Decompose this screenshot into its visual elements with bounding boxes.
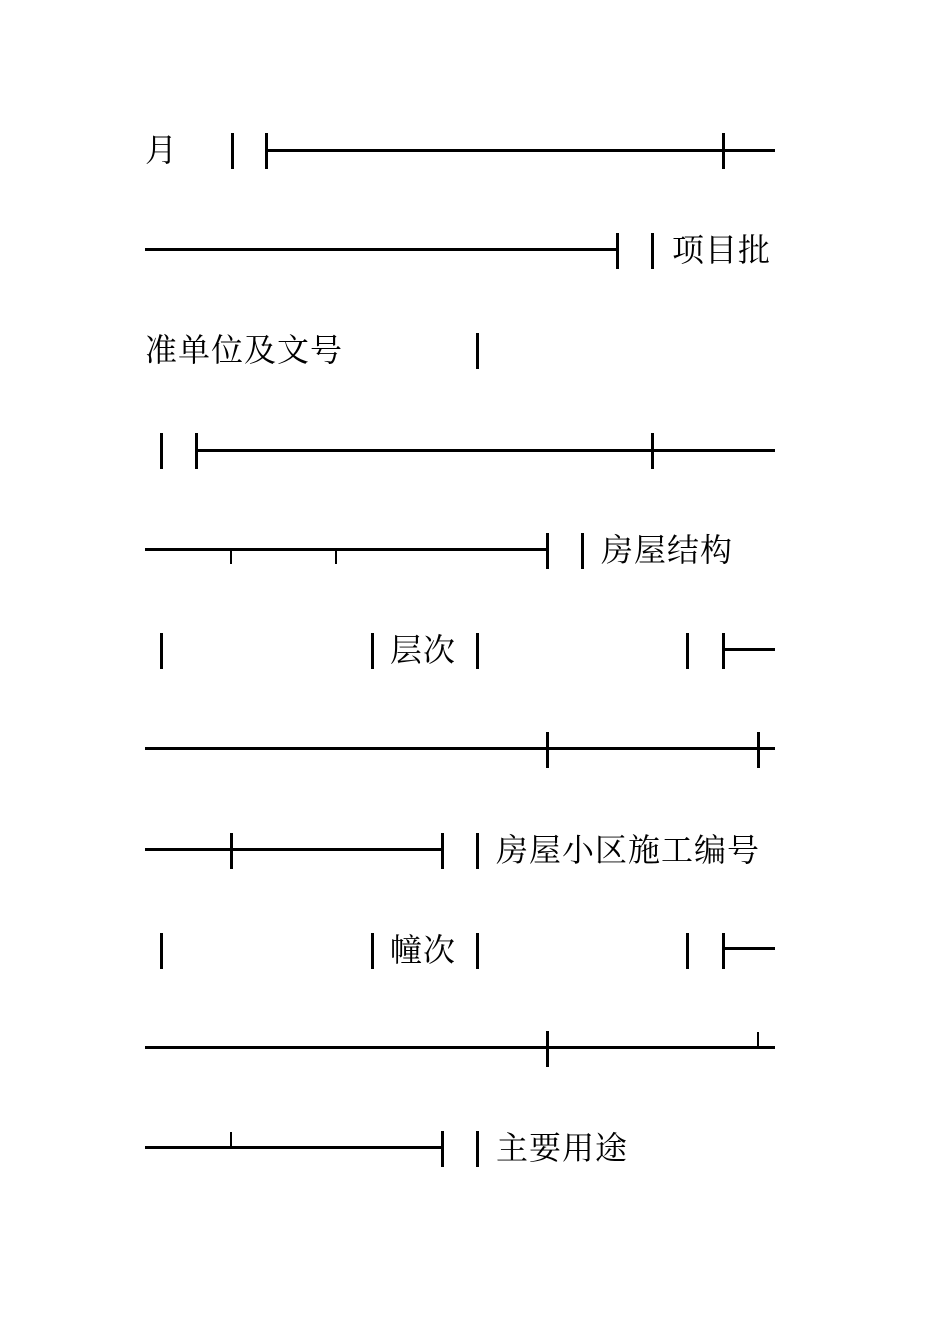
row9-bar-5 [722, 933, 725, 969]
row11-bar-2 [476, 1131, 479, 1167]
row6-bar-2 [371, 633, 374, 669]
row8-bar-2 [441, 833, 444, 869]
row2-bar-1 [616, 233, 619, 269]
row2-rule [145, 248, 618, 251]
row1-bar-3 [722, 133, 725, 169]
row8-rule [145, 848, 443, 851]
row9-bar-2 [371, 933, 374, 969]
row6-bar-4 [686, 633, 689, 669]
estate-construction-number-label: 房屋小区施工编号 [496, 831, 761, 869]
row7-rule [145, 747, 775, 750]
row3-bar-1 [476, 333, 479, 369]
row11-rule [145, 1146, 443, 1149]
row5-tick-1 [230, 550, 232, 564]
row4-rule [197, 449, 775, 452]
row8-bar-3 [476, 833, 479, 869]
row7-bar-1 [546, 732, 549, 768]
row8-bar-1 [230, 833, 233, 869]
row6-bar-1 [160, 633, 163, 669]
project-approval-label: 项目批 [672, 231, 772, 269]
row9-bar-3 [476, 933, 479, 969]
row6-bar-5 [722, 633, 725, 669]
row5-tick-2 [335, 550, 337, 564]
row4-bar-1 [160, 433, 163, 469]
row10-bar-1 [546, 1031, 549, 1067]
floor-level-label: 层次 [390, 631, 457, 669]
row7-bar-2 [757, 732, 760, 768]
row10-rule [145, 1046, 775, 1049]
row2-bar-2 [651, 233, 654, 269]
row1-rule [267, 149, 775, 152]
row4-bar-3 [651, 433, 654, 469]
row10-tick-1 [757, 1032, 759, 1046]
approval-unit-label: 准单位及文号 [145, 331, 344, 369]
row5-bar-2 [581, 533, 584, 569]
row9-bar-1 [160, 933, 163, 969]
row5-rule [145, 548, 548, 551]
row9-bar-4 [686, 933, 689, 969]
month-label: 月 [145, 131, 179, 169]
row6-rule [724, 648, 775, 651]
row6-bar-3 [476, 633, 479, 669]
row9-rule [724, 947, 775, 950]
row5-bar-1 [546, 533, 549, 569]
main-use-label: 主要用途 [496, 1129, 629, 1167]
building-structure-label: 房屋结构 [601, 531, 734, 569]
row11-tick-1 [230, 1132, 232, 1146]
building-number-label: 幢次 [390, 931, 457, 969]
row1-bar-1 [231, 133, 234, 169]
row11-bar-1 [441, 1131, 444, 1167]
